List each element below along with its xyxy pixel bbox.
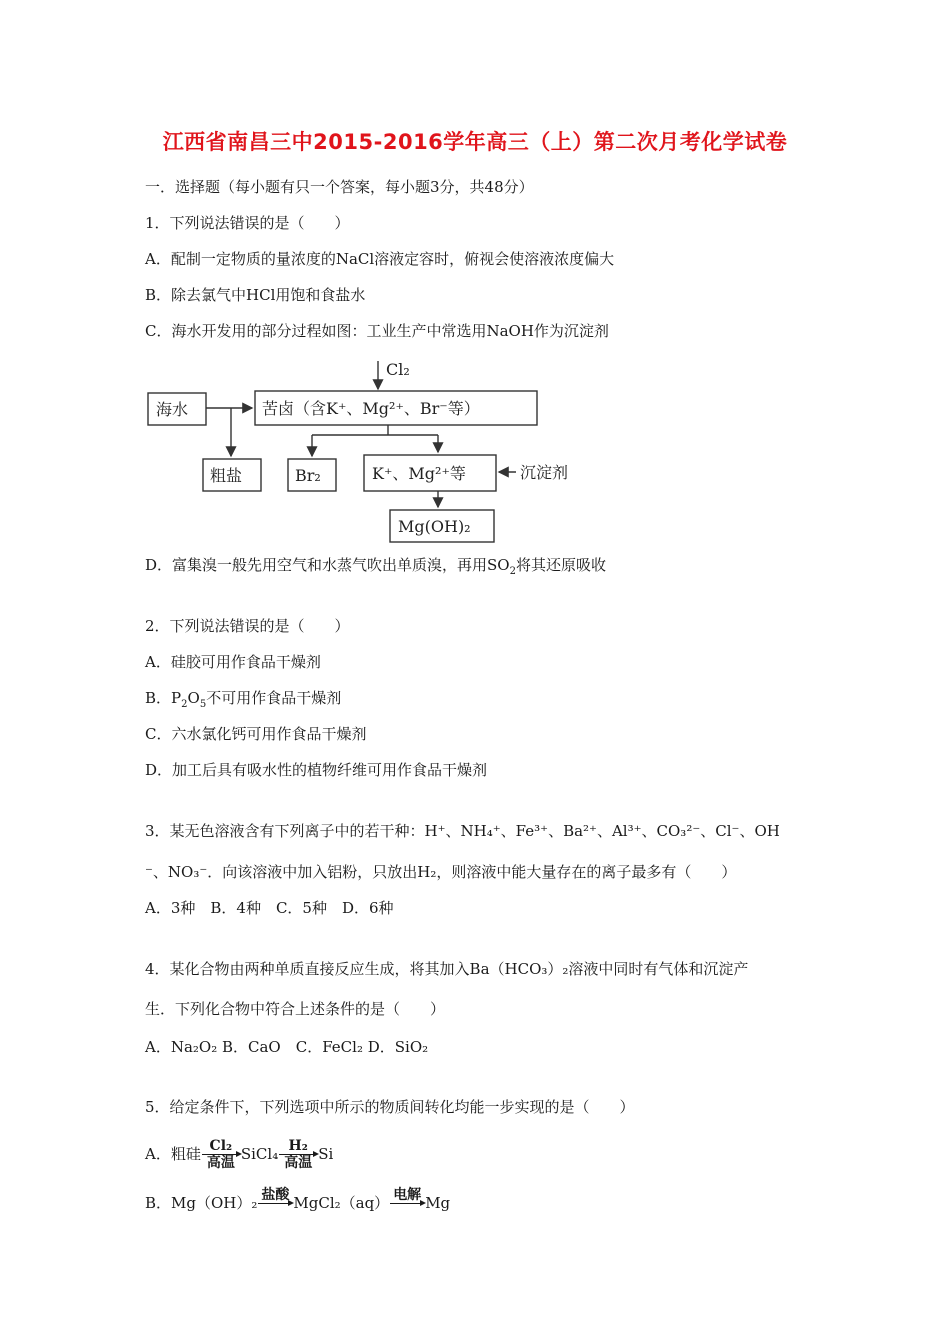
q5-b-arrow2-top: 电解: [393, 1187, 422, 1203]
q5-a-arrow2-bot: 高温: [284, 1155, 313, 1171]
q1-d-text: D．富集溴一般先用空气和水蒸气吹出单质溴，再用SO: [145, 556, 510, 574]
q2-b-post: 不可用作食品干燥剂: [206, 689, 342, 707]
q2-b-sub2: 5: [199, 699, 207, 710]
q1-option-d: [145, 555, 606, 575]
seawater-box: 海水: [156, 400, 189, 419]
q5-a-arrow1: [202, 1139, 240, 1171]
mgoh2-box: Mg(OH)₂: [398, 517, 471, 536]
q5-b-mid: MgCl₂（aq）: [293, 1194, 390, 1212]
q5-a-post: Si: [318, 1145, 334, 1163]
exam-title: 江西省南昌三中2015-2016学年高三（上）第二次月考化学试卷: [162, 130, 788, 154]
ions-box: K⁺、Mg²⁺等: [372, 464, 466, 483]
q5-a-arrow1-top: Cl₂: [209, 1138, 233, 1154]
cl2-label: Cl₂: [386, 360, 410, 379]
q5-option-a: [145, 1134, 333, 1174]
q5-b-pre: B．Mg（OH）₂: [145, 1194, 258, 1212]
q4-stem-line2: 生．下列化合物中符合上述条件的是（ ）: [145, 1000, 446, 1018]
q2-b-pre: B．P: [145, 689, 182, 707]
q1-option-a: A．配制一定物质的量浓度的NaCl溶液定容时，俯视会使溶液浓度偏大: [145, 250, 615, 268]
q5-b-arrow1-top: 盐酸: [261, 1187, 290, 1203]
q4-stem-line1: 4．某化合物由两种单质直接反应生成，将其加入Ba（HCO₃）₂溶液中同时有气体和沉淀产: [145, 960, 749, 978]
brine-box: 苦卤（含K⁺、Mg²⁺、Br⁻等）: [262, 399, 480, 418]
q2-b-mid: O: [187, 689, 200, 707]
q1-d-sub: 2: [509, 566, 516, 577]
q5-a-mid: SiCl₄: [240, 1145, 279, 1163]
q5-a-arrow2-top: H₂: [288, 1138, 308, 1154]
section-heading: 一．选择题（每小题有只一个答案，每小题3分，共48分）: [145, 178, 534, 196]
q1-option-b: B．除去氯气中HCl用饱和食盐水: [145, 286, 366, 304]
reaction-arrow-icon: [258, 1203, 292, 1204]
reaction-arrow-icon: [202, 1154, 240, 1155]
q5-b-arrow1: [258, 1188, 292, 1204]
q2-option-a: A．硅胶可用作食品干燥剂: [145, 653, 321, 671]
q5-a-arrow1-bot: 高温: [206, 1155, 235, 1171]
q3-stem-line1: 3．某无色溶液含有下列离子中的若干种：H⁺、NH₄⁺、Fe³⁺、Ba²⁺、Al³⁺、CO₃²⁻、Cl⁻、OH: [145, 822, 780, 840]
q1-stem: 1．下列说法错误的是（ ）: [145, 214, 350, 232]
q3-options: A．3种 B．4种 C．5种 D．6种: [145, 899, 394, 917]
q5-b-arrow2: [390, 1188, 424, 1204]
q1-d-text-end: 将其还原吸收: [515, 556, 606, 574]
seawater-process-diagram: [140, 355, 610, 545]
q2-option-d: D．加工后具有吸水性的植物纤维可用作食品干燥剂: [145, 761, 488, 779]
q2-b-sub1: 2: [181, 699, 188, 710]
q5-a-arrow2: [279, 1139, 317, 1171]
q2-stem: 2．下列说法错误的是（ ）: [145, 617, 350, 635]
q2-option-c: C．六水氯化钙可用作食品干燥剂: [145, 725, 367, 743]
q5-a-pre: A．粗硅: [145, 1145, 201, 1163]
crude-salt-box: 粗盐: [210, 466, 243, 485]
q2-option-b: [145, 688, 341, 708]
br2-box: Br₂: [295, 466, 321, 485]
q5-b-post: Mg: [425, 1194, 451, 1212]
precipitant-label: 沉淀剂: [520, 463, 569, 482]
q5-stem: 5．给定条件下，下列选项中所示的物质间转化均能一步实现的是（ ）: [145, 1098, 635, 1116]
reaction-arrow-icon: [390, 1203, 424, 1204]
q1-option-c: C．海水开发用的部分过程如图：工业生产中常选用NaOH作为沉淀剂: [145, 322, 609, 340]
q5-option-b: [145, 1186, 450, 1220]
q3-stem-line2: ⁻、NO₃⁻．向该溶液中加入铝粉，只放出H₂，则溶液中能大量存在的离子最多有（ ）: [145, 863, 737, 881]
reaction-arrow-icon: [279, 1154, 317, 1155]
q4-options: A．Na₂O₂ B．CaO C．FeCl₂ D．SiO₂: [145, 1038, 429, 1056]
